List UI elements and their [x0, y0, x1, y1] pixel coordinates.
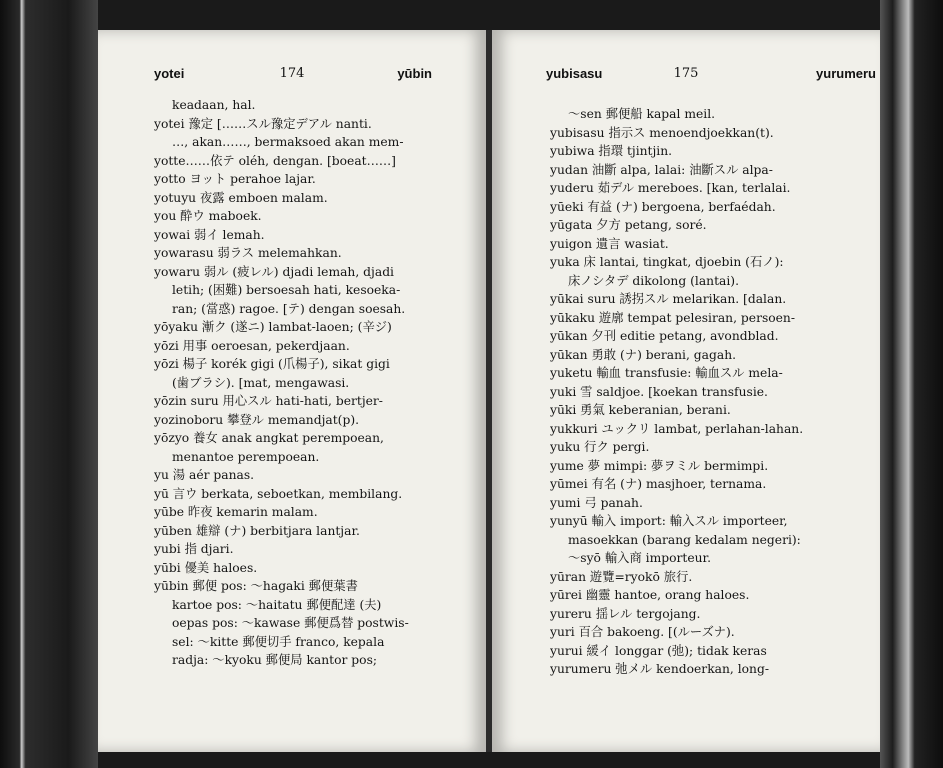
dictionary-entry-line: yotte……依テ oléh, dengan. [boeat……]: [154, 153, 396, 168]
dictionary-entry-line: yotto ヨット perahoe lajar.: [154, 172, 316, 186]
dictionary-entry-line: yōzyo 養女 anak angkat perempoean,: [154, 431, 384, 445]
dictionary-entry-line: yūki 勇氣 keberanian, berani.: [550, 403, 731, 417]
dictionary-entry-line: yowaru 弱ル (疲レル) djadi lemah, djadi: [154, 264, 394, 279]
right-page-header: [492, 66, 880, 86]
dictionary-entry-line: yūkaku 遊廓 tempat pelesiran, persoen-: [550, 310, 796, 325]
dictionary-entry-line: (歯ブラシ). [mat, mengawasi.: [172, 375, 350, 390]
dictionary-entry-line: yu 湯 aér panas.: [154, 468, 255, 482]
dictionary-entry-line: yūbi 優美 haloes.: [154, 560, 258, 575]
dictionary-entry-line: yurumeru 弛メル kendoerkan, long-: [550, 662, 769, 676]
dictionary-entry-line: yūgata 夕方 petang, soré.: [550, 218, 707, 232]
dictionary-entry-line: yuketu 輸血 transfusie: 輸血スル mela-: [550, 366, 783, 380]
dictionary-entry-line: yuri 百合 bakoeng. [(ルーズナ).: [550, 625, 735, 639]
dictionary-entry-line: yūrei 幽靈 hantoe, orang haloes.: [550, 588, 750, 602]
dictionary-entry-line: yōzi 用事 oeroesan, pekerdjaan.: [154, 338, 350, 353]
dictionary-entry-line: yume 夢 mimpi: 夢ヲミル bermimpi.: [550, 458, 769, 473]
dictionary-entry-line: yunyū 輸入 import: 輸入スル importeer,: [550, 514, 788, 528]
dictionary-entry-line: oepas pos: ～kawase 郵便爲替 postwis-: [172, 616, 409, 630]
dictionary-entry-line: yotei 豫定 [……スル豫定デアル nanti.: [154, 116, 372, 131]
left-header-guide-word-end: yūbin: [397, 66, 432, 81]
dictionary-entry-line: yotuyu 夜露 emboen malam.: [154, 190, 328, 205]
dictionary-entry-line: yūkan 夕刊 editie petang, avondblad.: [550, 329, 779, 343]
dictionary-entry-line: menantoe perempoean.: [172, 449, 320, 464]
dictionary-entry-line: yubi 指 djari.: [154, 542, 234, 556]
dictionary-entry-line: keadaan, hal.: [172, 98, 256, 112]
left-header-guide-word-start: yotei: [154, 66, 185, 81]
dictionary-entry-line: …, akan……, bermaksoed akan mem-: [172, 135, 404, 149]
dictionary-entry-line: yurui 緩イ longgar (弛); tidak keras: [550, 643, 767, 658]
right-page-number: 175: [673, 66, 699, 81]
dictionary-entry-line: yuka 床 lantai, tingkat, djoebin (石ノ):: [550, 255, 784, 269]
left-page-header: [98, 66, 486, 86]
dictionary-entry-line: yuigon 遺言 wasiat.: [550, 236, 669, 251]
dictionary-entry-line: yubisasu 指示ス menoendjoekkan(t).: [550, 125, 774, 140]
dictionary-entry-line: yūbin 郵便 pos: ～hagaki 郵便葉書: [154, 579, 358, 593]
dictionary-entry-line: yudan 油斷 alpa, lalai: 油斷スル alpa-: [550, 162, 773, 177]
dictionary-entry-line: yūkai suru 誘拐スル melarikan. [dalan.: [550, 292, 787, 306]
dictionary-entry-line: yumi 弓 panah.: [550, 495, 643, 510]
dictionary-entry-line: sel: ～kitte 郵便切手 franco, kepala: [172, 634, 385, 649]
right-header-guide-word-start: yubisasu: [546, 66, 603, 81]
dictionary-entry-line: yūeki 有益 (ナ) bergoena, berfaédah.: [550, 199, 776, 214]
dictionary-entry-line: yū 言ウ berkata, seboetkan, membilang.: [154, 486, 403, 501]
dictionary-entry-line: ～sen 郵便船 kapal meil.: [568, 107, 716, 121]
dictionary-entry-line: yuki 雪 saldjoe. [koekan transfusie.: [550, 384, 768, 399]
dictionary-entry-line: radja: ～kyoku 郵便局 kantor pos;: [172, 653, 378, 667]
dictionary-entry-line: yuku 行ク pergi.: [550, 440, 650, 454]
left-page: [98, 30, 486, 752]
dictionary-entry-line: yūran 遊覽=ryokō 旅行.: [550, 569, 693, 584]
dictionary-entry-line: ～syō 輸入商 importeur.: [568, 551, 711, 565]
right-header-guide-word-end: yurumeru: [816, 66, 876, 81]
dictionary-entry-line: yozinoboru 攀登ル memandjat(p).: [154, 412, 360, 427]
dictionary-entry-line: letih; (困難) bersoesah hati, kesoeka-: [172, 283, 401, 297]
dictionary-entry-line: kartoe pos: ～haitatu 郵便配達 (夫): [172, 597, 382, 612]
dictionary-entry-line: yukkuri ユックリ lambat, perlahan-lahan.: [550, 421, 804, 436]
dictionary-entry-line: yūmei 有名 (ナ) masjhoer, ternama.: [550, 477, 767, 491]
dictionary-entry-line: yūkan 勇敢 (ナ) berani, gagah.: [550, 347, 737, 362]
right-book-edge: [880, 0, 943, 768]
dictionary-entry-line: ran; (當惑) ragoe. [テ) dengan soesah.: [172, 301, 406, 316]
dictionary-entry-line: 床ノシタデ dikolong (lantai).: [568, 273, 739, 288]
dictionary-entry-line: yūben 雄辯 (ナ) berbitjara lantjar.: [154, 523, 360, 538]
left-entry-list: [154, 96, 446, 670]
dictionary-entry-line: yuderu 茹デル mereboes. [kan, terlalai.: [550, 181, 791, 195]
dictionary-entry-line: masoekkan (barang kedalam negeri):: [568, 532, 801, 547]
dictionary-entry-line: yōzin suru 用心スル hati-hati, bertjer-: [154, 394, 383, 408]
dictionary-entry-line: yūbe 昨夜 kemarin malam.: [154, 505, 318, 519]
dictionary-entry-line: yureru 揺レル tergojang.: [550, 606, 701, 621]
right-page: [492, 30, 880, 752]
dictionary-entry-line: yōzi 楊子 korék gigi (爪楊子), sikat gigi: [154, 357, 390, 371]
left-book-edge: [0, 0, 98, 768]
dictionary-entry-line: yubiwa 指環 tjintjin.: [550, 144, 673, 158]
dictionary-entry-line: yōyaku 漸ク (遂ニ) lambat-laoen; (辛ジ): [154, 320, 392, 334]
left-page-number: 174: [279, 66, 305, 81]
right-entry-list: [550, 105, 876, 679]
dictionary-entry-line: yowarasu 弱ラス melemahkan.: [154, 246, 342, 260]
dictionary-entry-line: yowai 弱イ lemah.: [154, 227, 265, 242]
dictionary-entry-line: you 酔ウ maboek.: [154, 209, 262, 223]
